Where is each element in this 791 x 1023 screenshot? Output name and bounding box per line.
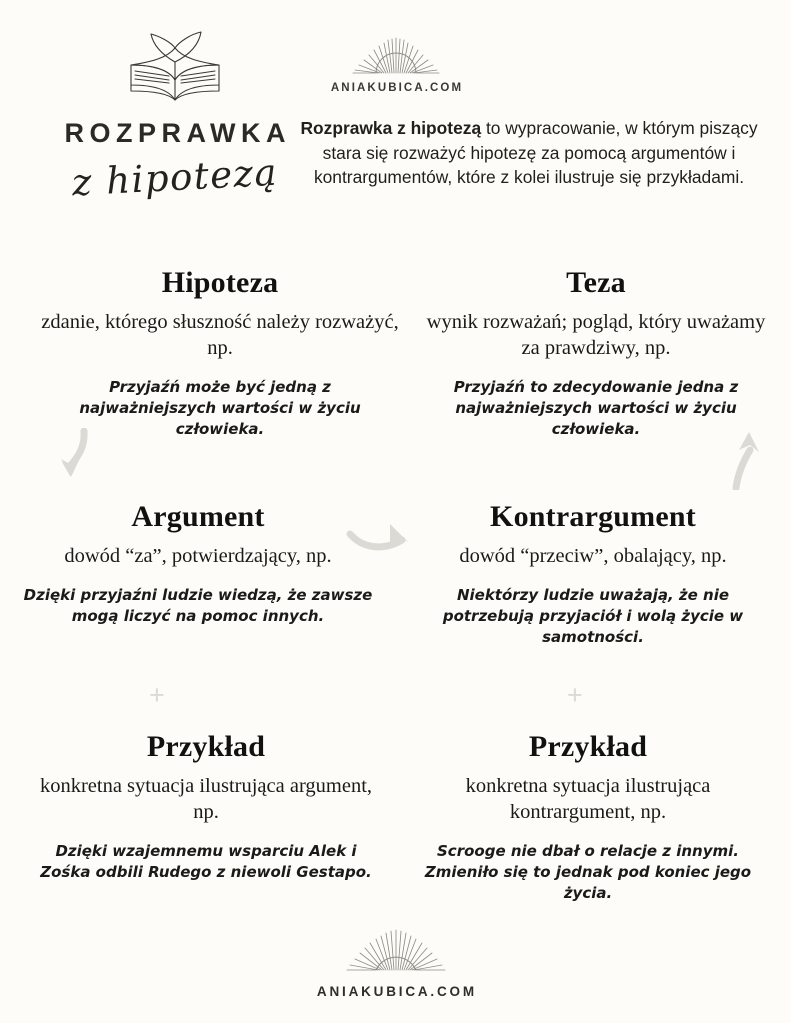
open-book-icon — [111, 28, 239, 106]
block-teza-definition: wynik rozważań; pogląd, który uważamy za prawdziwy, np. — [426, 311, 766, 360]
curved-arrow-up-icon — [718, 424, 764, 490]
plus-separator-left: + — [149, 680, 165, 710]
block-argument-definition: dowód “za”, potwierdzający, np. — [64, 545, 332, 567]
intro-rest: to wypracowanie, w którym piszący stara się rozważyć hipotezę za pomocą argumentów i kontrargumentów, które z kolei ilustruje się przykładami. — [313, 118, 758, 188]
block-przyklad-argument-definition: konkretna sytuacja ilustrująca argument, np. — [39, 775, 373, 824]
block-kontrargument-definition: dowód “przeciw”, obalający, np. — [459, 545, 727, 567]
header — [0, 0, 791, 232]
block-przyklad-argument-heading: Przykład — [146, 730, 266, 763]
block-argument-heading: Argument — [131, 500, 265, 533]
block-przyklad-argument — [30, 730, 382, 883]
brand-script-subtitle: z hipotezą — [70, 150, 280, 205]
intro-lead: Rozprawka z hipotezą — [300, 118, 482, 138]
block-hipoteza-definition: zdanie, którego słuszność należy rozważyć, np. — [41, 311, 399, 360]
block-hipoteza-heading: Hipoteza — [161, 266, 279, 299]
block-przyklad-kontrargument-heading: Przykład — [528, 730, 648, 763]
sunburst-icon — [348, 32, 444, 78]
site-logo-top — [246, 32, 546, 94]
block-hipoteza-example: Przyjaźń może być jedną z najważniejszych wartości w życiu człowieka. — [79, 378, 361, 438]
block-teza-heading: Teza — [566, 266, 626, 299]
block-kontrargument-example: Niektórzy ludzie uważają, że nie potrzebują przyjaciół i wolą życie w samotności. — [442, 586, 744, 646]
block-hipoteza — [40, 266, 400, 440]
curved-arrow-down-icon — [56, 428, 102, 490]
block-kontrargument — [410, 500, 776, 647]
site-url-footer: ANIAKUBICA.COM — [316, 984, 477, 999]
site-url-top: ANIAKUBICA.COM — [330, 82, 464, 94]
curved-arrow-right-icon — [346, 516, 416, 556]
block-przyklad-argument-example: Dzięki wzajemnemu wsparciu Alek i Zośka odbili Rudego z niewoli Gestapo. — [40, 842, 372, 882]
brand-title: ROZPRAWKA — [64, 118, 291, 148]
block-przyklad-kontrargument-definition: konkretna sytuacja ilustrująca kontrargument, np. — [465, 775, 711, 824]
block-przyklad-kontrargument — [408, 730, 768, 904]
block-teza-example: Przyjaźń to zdecydowanie jedna z najważniejszych wartości w życiu człowieka. — [453, 378, 739, 438]
sunburst-icon — [342, 926, 450, 976]
block-kontrargument-heading: Kontrargument — [490, 500, 696, 533]
block-teza — [415, 266, 777, 440]
block-argument-example: Dzięki przyjaźni ludzie wiedzą, że zawsze mogą liczyć na pomoc innych. — [23, 586, 373, 625]
block-argument — [18, 500, 378, 627]
plus-separator-right: + — [567, 680, 583, 710]
intro-paragraph — [286, 116, 772, 190]
block-przyklad-kontrargument-example: Scrooge nie dbał o relacje z innymi. Zmieniło się to jednak pod koniec jego życia. — [424, 842, 752, 902]
footer — [0, 926, 791, 999]
